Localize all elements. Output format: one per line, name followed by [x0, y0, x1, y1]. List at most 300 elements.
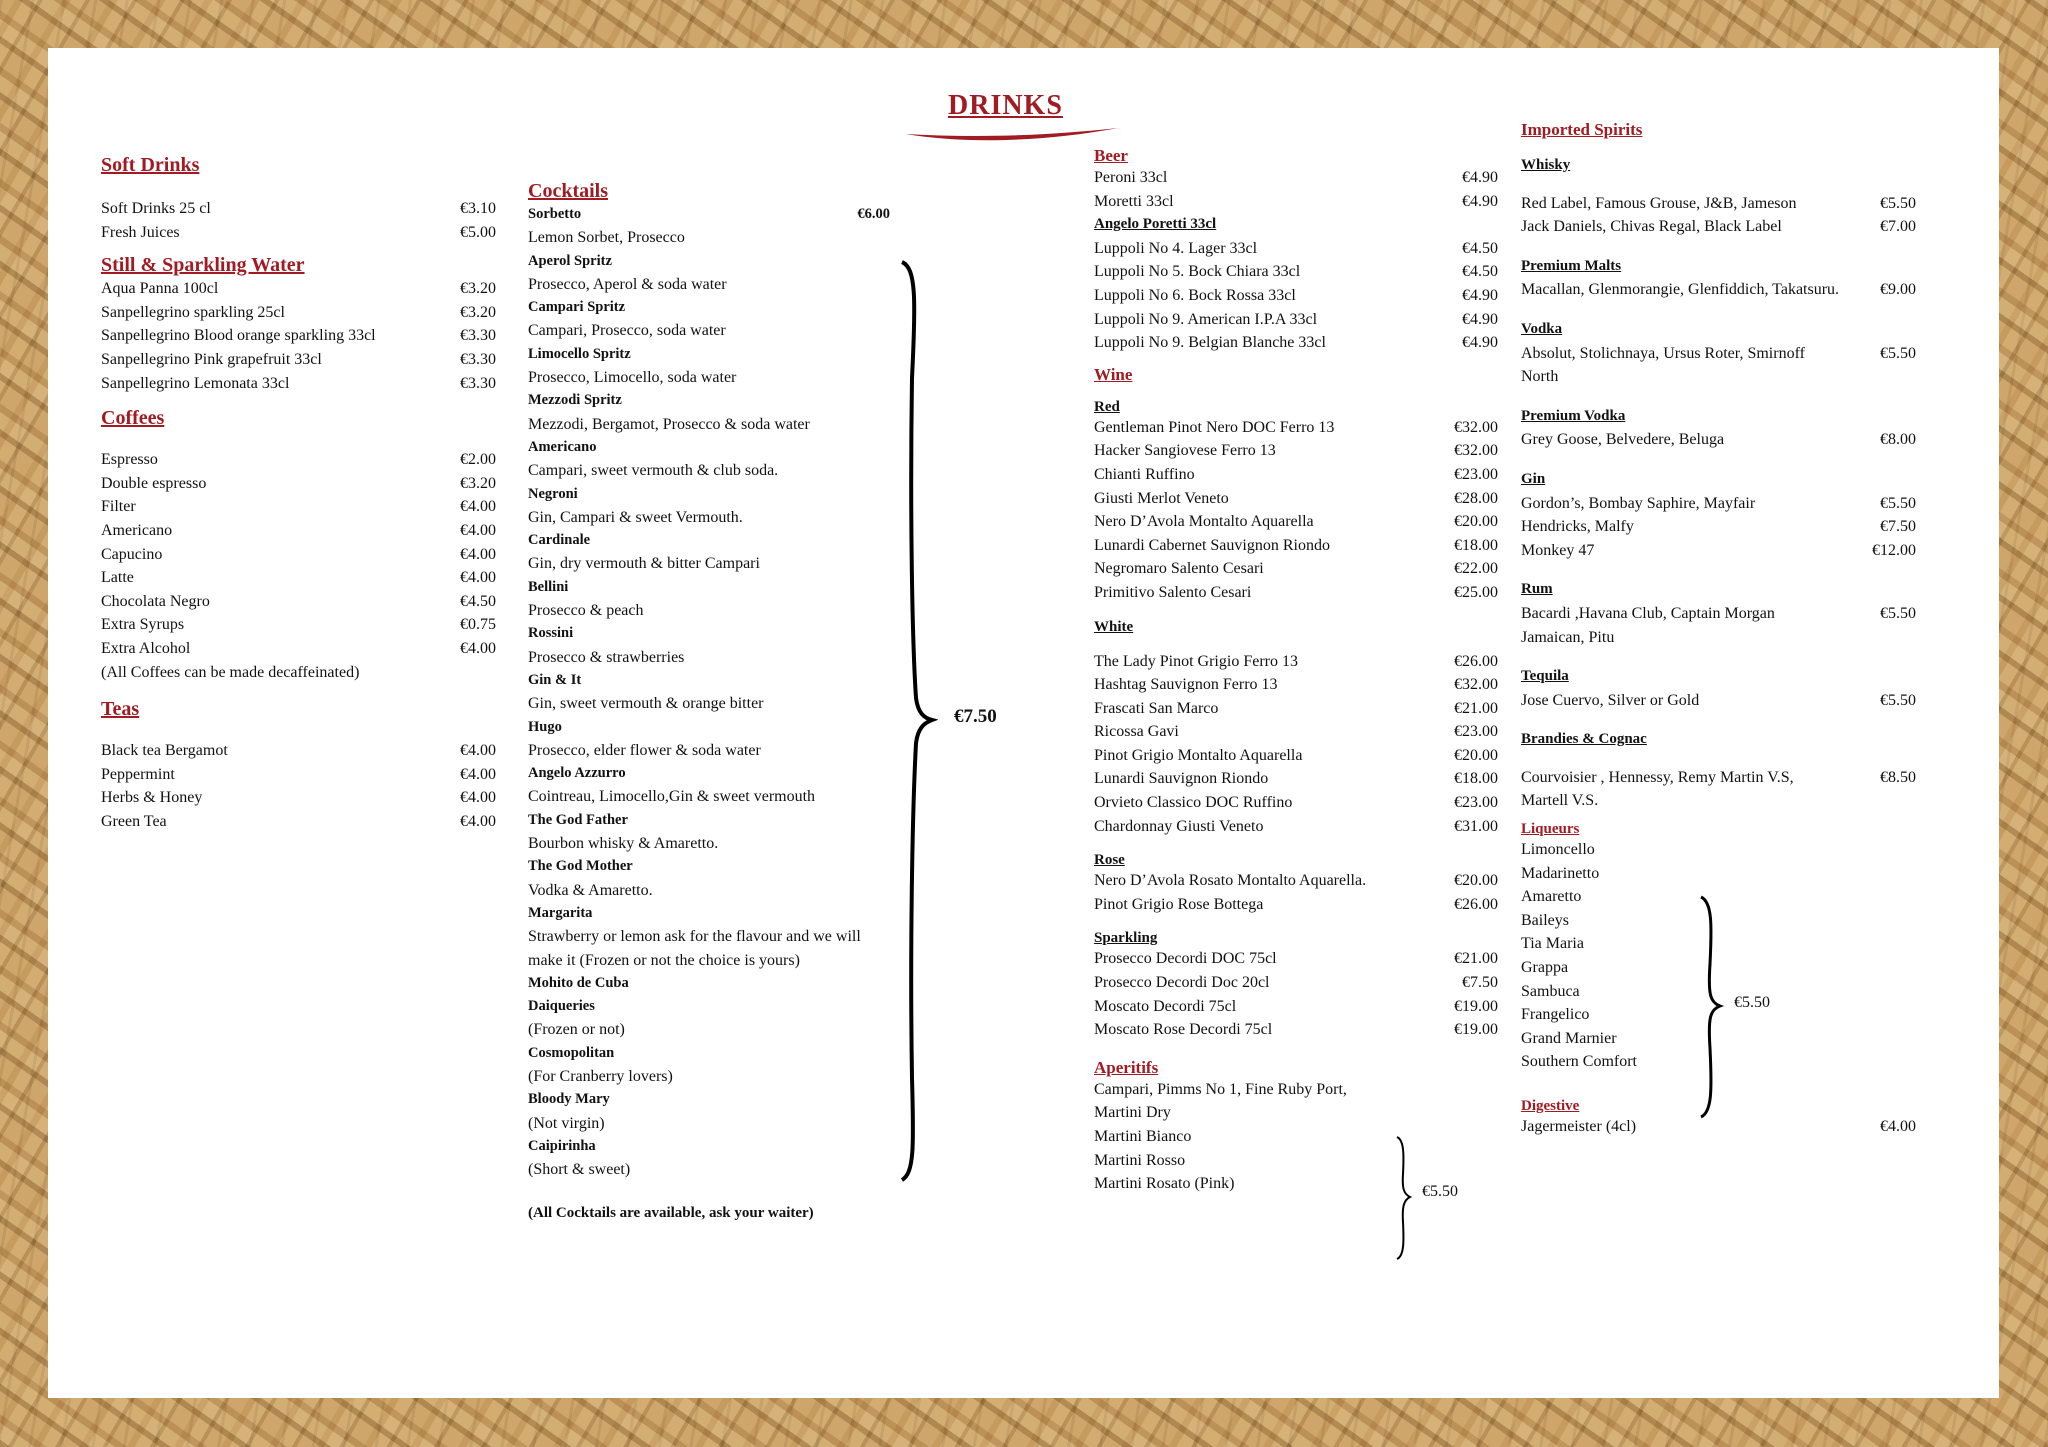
- cocktail-desc: Prosecco & strawberries: [528, 648, 685, 666]
- menu-item: [1094, 416, 1498, 440]
- cocktails-group-price: €7.50: [954, 706, 997, 727]
- menu-item: [101, 810, 496, 834]
- item-name: Black tea Bergamot: [101, 742, 228, 760]
- item-price: €4.00: [460, 812, 496, 830]
- column-3: [1094, 146, 1498, 1196]
- aperitifs-list: [1094, 1078, 1394, 1196]
- menu-item: [1094, 767, 1498, 791]
- menu-item: [101, 786, 496, 810]
- item-name: Sanpellegrino Pink grapefruit 33cl: [101, 350, 322, 368]
- item-name: Jack Daniels, Chivas Regal, Black Label: [1521, 218, 1782, 236]
- item-price: €3.20: [460, 303, 496, 321]
- menu-item: [1094, 995, 1498, 1019]
- item-price: €5.50: [1880, 344, 1916, 362]
- menu-item: [101, 277, 496, 301]
- item-price: €4.00: [460, 569, 496, 587]
- item-price: €4.00: [1880, 1118, 1916, 1135]
- cocktail-name: Hugo: [528, 718, 562, 735]
- coffees-note: (All Coffees can be made decaffeinated): [101, 663, 360, 681]
- menu-item: Martini Dry: [1094, 1104, 1171, 1122]
- menu-item: [101, 301, 496, 325]
- menu-item: [1094, 720, 1498, 744]
- item-price: €3.20: [460, 474, 496, 492]
- menu-item: [1094, 791, 1498, 815]
- menu-item: [1094, 1018, 1498, 1042]
- menu-item: [1094, 439, 1498, 463]
- cocktail-desc: Prosecco, elder flower & soda water: [528, 741, 761, 759]
- item-price: €4.90: [1462, 286, 1498, 304]
- cocktail-name: Rossini: [528, 625, 574, 642]
- item-name: Red Label, Famous Grouse, J&B, Jameson: [1521, 194, 1797, 212]
- item-name: Pinot Grigio Rose Bottega: [1094, 895, 1264, 913]
- item-name: Bacardi ,Havana Club, Captain Morgan Jamaican, Pitu: [1521, 604, 1775, 646]
- item-name: Americano: [101, 521, 173, 539]
- cocktail-desc: Prosecco, Limocello, soda water: [528, 369, 737, 387]
- menu-item: [1521, 766, 1916, 813]
- digestive-heading: Digestive: [1521, 1098, 1580, 1114]
- menu-item: [1094, 947, 1498, 971]
- spirit-category: Rum: [1521, 581, 1553, 598]
- menu-item: Amaretto: [1521, 888, 1582, 906]
- item-price: €3.10: [460, 200, 496, 217]
- beer-subheading: Angelo Poretti 33cl: [1094, 216, 1217, 233]
- item-price: €21.00: [1454, 950, 1498, 968]
- spacer: [1521, 712, 1916, 728]
- wine-rose-label: Rose: [1094, 852, 1125, 869]
- item-name: Luppoli No 5. Bock Chiara 33cl: [1094, 263, 1301, 281]
- menu-item: Martini Rosso: [1094, 1151, 1186, 1169]
- item-price: €7.00: [1880, 218, 1916, 236]
- liqueurs-group-price: €5.50: [1734, 994, 1770, 1011]
- item-name: Green Tea: [101, 812, 167, 830]
- cocktail-desc: Gin, sweet vermouth & orange bitter: [528, 695, 764, 713]
- menu-item: [101, 324, 496, 348]
- item-name: Orvieto Classico DOC Ruffino: [1094, 794, 1293, 812]
- water-heading: Still & Sparkling Water: [101, 254, 305, 277]
- item-price: €23.00: [1454, 794, 1498, 812]
- item-name: Luppoli No 9. Belgian Blanche 33cl: [1094, 334, 1326, 352]
- cocktail-name: The God Father: [528, 811, 628, 828]
- menu-item: [101, 221, 496, 245]
- cocktail-desc: Campari, sweet vermouth & club soda.: [528, 462, 779, 480]
- item-price: €0.75: [460, 616, 496, 634]
- cocktail-desc: (For Cranberry lovers): [528, 1067, 673, 1085]
- menu-item: [1521, 342, 1916, 389]
- menu-item: Madarinetto: [1521, 864, 1600, 882]
- spacer: [1521, 140, 1916, 154]
- item-name: Macallan, Glenmorangie, Glenfiddich, Takatsuru.: [1521, 281, 1840, 299]
- cocktail-name: Sorbetto: [528, 206, 582, 222]
- cocktail-name: Americano: [528, 438, 597, 455]
- menu-item: [1094, 557, 1498, 581]
- spacer: [1521, 239, 1916, 255]
- wine-white-list: [1094, 650, 1498, 839]
- cocktail-desc: Campari, Prosecco, soda water: [528, 322, 726, 340]
- item-name: Primitivo Salento Cesari: [1094, 583, 1252, 601]
- item-name: Ricossa Gavi: [1094, 723, 1179, 741]
- menu-item: [1094, 893, 1498, 917]
- cocktail-name: Limocello Spritz: [528, 345, 631, 362]
- menu-item: [1094, 331, 1498, 355]
- spacer: [1521, 389, 1916, 405]
- spirits-heading: Imported Spirits: [1521, 120, 1643, 139]
- menu-item: [101, 543, 496, 567]
- item-price: €4.90: [1462, 334, 1498, 352]
- teas-list: [101, 739, 496, 833]
- item-name: Luppoli No 9. American I.P.A 33cl: [1094, 310, 1318, 328]
- item-name: Negromaro Salento Cesari: [1094, 560, 1264, 578]
- cocktail-desc: Cointreau, Limocello,Gin & sweet vermouth: [528, 788, 816, 806]
- item-price: €32.00: [1454, 418, 1498, 436]
- menu-item: Limoncello: [1521, 841, 1595, 859]
- item-price: €23.00: [1454, 465, 1498, 483]
- item-price: €8.00: [1880, 431, 1916, 449]
- item-name: Prosecco Decordi DOC 75cl: [1094, 950, 1277, 968]
- spirit-category: Premium Malts: [1521, 257, 1622, 274]
- cocktail-desc: Vodka & Amaretto.: [528, 881, 653, 899]
- item-name: Moscato Rose Decordi 75cl: [1094, 1021, 1273, 1039]
- spirit-category: Vodka: [1521, 320, 1563, 337]
- menu-item: [101, 372, 496, 396]
- item-price: €4.50: [460, 592, 496, 610]
- item-price: €20.00: [1454, 513, 1498, 531]
- item-price: €5.50: [1880, 494, 1916, 512]
- cocktail-desc: (Frozen or not): [528, 1021, 625, 1039]
- item-name: Giusti Merlot Veneto: [1094, 489, 1229, 507]
- item-name: Lunardi Cabernet Sauvignon Riondo: [1094, 536, 1330, 554]
- menu-item: [1094, 308, 1498, 332]
- menu-item: Campari, Pimms No 1, Fine Ruby Port,: [1094, 1080, 1347, 1098]
- item-price: €4.90: [1462, 192, 1498, 210]
- item-price: €5.00: [460, 223, 496, 241]
- menu-item: [101, 519, 496, 543]
- menu-item: [101, 348, 496, 372]
- item-price: €4.50: [1462, 263, 1498, 281]
- cocktail-desc: (Not virgin): [528, 1114, 605, 1132]
- item-price: €8.50: [1880, 768, 1916, 786]
- menu-item: [101, 763, 496, 787]
- item-name: Luppoli No 4. Lager 33cl: [1094, 239, 1258, 257]
- item-price: €23.00: [1454, 723, 1498, 741]
- item-name: Chardonnay Giusti Veneto: [1094, 817, 1264, 835]
- cocktail-desc: Prosecco & peach: [528, 602, 644, 620]
- menu-item: [1521, 428, 1916, 452]
- item-name: Aqua Panna 100cl: [101, 280, 219, 298]
- item-name: Prosecco Decordi Doc 20cl: [1094, 974, 1270, 992]
- cocktail-name: Angelo Azzurro: [528, 765, 626, 782]
- menu-item: [101, 590, 496, 614]
- beer-heading: Beer: [1094, 146, 1128, 165]
- aperitifs-brace: [1394, 1134, 1416, 1262]
- cocktail-name: Campari Spritz: [528, 299, 626, 316]
- cocktail-desc: Bourbon whisky & Amaretto.: [528, 835, 719, 853]
- item-name: Chianti Ruffino: [1094, 465, 1195, 483]
- item-name: Grey Goose, Belvedere, Beluga: [1521, 431, 1725, 449]
- menu-item: Martini Rosato (Pink): [1094, 1175, 1235, 1193]
- item-name: Absolut, Stolichnaya, Ursus Roter, Smirnoff North: [1521, 344, 1805, 386]
- item-name: Capucino: [101, 545, 163, 563]
- menu-item: [1094, 534, 1498, 558]
- item-name: Fresh Juices: [101, 223, 180, 241]
- menu-item: Frangelico: [1521, 1006, 1590, 1024]
- aperitifs-group-price: €5.50: [1422, 1183, 1458, 1200]
- item-price: €19.00: [1454, 1021, 1498, 1039]
- item-price: €26.00: [1454, 652, 1498, 670]
- menu-item: [101, 197, 496, 221]
- item-price: €3.30: [460, 327, 496, 345]
- item-price: €4.00: [460, 742, 496, 760]
- cocktail-desc: Prosecco, Aperol & soda water: [528, 275, 727, 293]
- menu-item: [1094, 581, 1498, 605]
- cocktail-name: Cosmopolitan: [528, 1044, 615, 1061]
- coffees-list: [101, 448, 496, 660]
- item-price: €9.00: [1880, 281, 1916, 299]
- item-price: €5.50: [1880, 194, 1916, 212]
- item-price: €19.00: [1454, 997, 1498, 1015]
- spirits-list: [1521, 140, 1916, 813]
- spacer: [1521, 178, 1916, 192]
- teas-heading: Teas: [101, 698, 140, 721]
- wine-rose-list: [1094, 869, 1498, 916]
- menu-item: [1094, 237, 1498, 261]
- beer-sub-list: [1094, 237, 1498, 355]
- cocktail-name: Bloody Mary: [528, 1091, 610, 1108]
- wine-heading: Wine: [1094, 364, 1133, 384]
- spacer: [1521, 302, 1916, 318]
- cocktail-name: Bellini: [528, 578, 569, 595]
- cocktail-name: Mohito de Cuba: [528, 974, 629, 991]
- item-price: €20.00: [1454, 746, 1498, 764]
- wine-white-label: White: [1094, 618, 1134, 635]
- menu-item: [101, 637, 496, 661]
- item-price: €31.00: [1454, 817, 1498, 835]
- cocktails-heading: Cocktails: [528, 180, 608, 202]
- item-name: Courvoisier , Hennessy, Remy Martin V.S, Martell V.S.: [1521, 768, 1794, 810]
- cocktail-name: Negroni: [528, 485, 578, 502]
- item-price: €7.50: [1462, 974, 1498, 992]
- item-name: The Lady Pinot Grigio Ferro 13: [1094, 652, 1298, 670]
- water-list: [101, 277, 496, 395]
- item-name: Sanpellegrino sparkling 25cl: [101, 303, 285, 321]
- cocktail-desc: (Short & sweet): [528, 1161, 631, 1179]
- spirit-category: Whisky: [1521, 157, 1571, 173]
- menu-item: [1521, 278, 1916, 302]
- item-price: €32.00: [1454, 676, 1498, 694]
- spirit-category: Premium Vodka: [1521, 407, 1626, 424]
- item-price: €4.00: [460, 639, 496, 657]
- item-price: €4.90: [1462, 169, 1498, 186]
- cocktails-note: (All Cocktails are available, ask your waiter): [528, 1205, 814, 1222]
- item-price: €4.00: [460, 545, 496, 563]
- cocktail-desc: Gin, dry vermouth & bitter Campari: [528, 555, 760, 573]
- menu-item: [1094, 673, 1498, 697]
- menu-item: [1094, 166, 1498, 190]
- item-name: Moscato Decordi 75cl: [1094, 997, 1237, 1015]
- item-price: €3.20: [460, 280, 496, 298]
- menu-item: [1521, 689, 1916, 713]
- item-price: €12.00: [1872, 541, 1916, 559]
- item-name: Hashtag Sauvignon Ferro 13: [1094, 676, 1278, 694]
- menu-item: [1094, 650, 1498, 674]
- aperitifs-heading: Aperitifs: [1094, 1057, 1159, 1077]
- cocktail-name: Daiqueries: [528, 998, 595, 1015]
- item-name: Lunardi Sauvignon Riondo: [1094, 770, 1269, 788]
- menu-item: [101, 495, 496, 519]
- item-price: €4.00: [460, 789, 496, 807]
- item-price: €25.00: [1454, 583, 1498, 601]
- cocktail-price: €6.00: [857, 206, 890, 222]
- menu-item: Grappa: [1521, 959, 1569, 977]
- item-name: Extra Alcohol: [101, 639, 191, 657]
- cocktail-name: Mezzodi Spritz: [528, 392, 622, 409]
- soft-drinks-list: [101, 197, 496, 244]
- menu-item: [1094, 463, 1498, 487]
- item-name: Jose Cuervo, Silver or Gold: [1521, 691, 1700, 709]
- wine-sparkling-label: Sparkling: [1094, 930, 1158, 947]
- item-name: Peroni 33cl: [1094, 169, 1168, 186]
- wine-sparkling-list: [1094, 947, 1498, 1041]
- menu-item: [1094, 190, 1498, 214]
- item-name: Soft Drinks 25 cl: [101, 200, 211, 217]
- item-price: €26.00: [1454, 895, 1498, 913]
- item-name: Moretti 33cl: [1094, 192, 1174, 210]
- item-name: Frascati San Marco: [1094, 699, 1219, 717]
- column-1: [101, 154, 496, 833]
- menu-item: [1094, 697, 1498, 721]
- item-name: Latte: [101, 569, 134, 587]
- menu-item: [1094, 260, 1498, 284]
- cocktail-desc: Strawberry or lemon ask for the flavour and we will make it (Frozen or not the choice is yours): [528, 928, 861, 969]
- item-price: €7.50: [1880, 518, 1916, 536]
- menu-title: DRINKS: [948, 90, 1063, 121]
- menu-item: [101, 448, 496, 472]
- spacer: [1521, 562, 1916, 578]
- menu-item: [101, 472, 496, 496]
- menu-item: Baileys: [1521, 911, 1569, 929]
- item-price: €28.00: [1454, 489, 1498, 507]
- item-name: Pinot Grigio Montalto Aquarella: [1094, 746, 1303, 764]
- title-swoosh: [904, 124, 1120, 146]
- liqueurs-brace: [1698, 894, 1726, 1120]
- item-name: Double espresso: [101, 474, 207, 492]
- spirit-category: Tequila: [1521, 668, 1569, 685]
- item-name: Sanpellegrino Blood orange sparkling 33cl: [101, 327, 376, 345]
- spirit-category: Gin: [1521, 470, 1546, 487]
- cocktails-brace: [898, 258, 938, 1184]
- spacer: [1521, 752, 1916, 766]
- menu-item: [1521, 539, 1916, 563]
- menu-item: [1094, 284, 1498, 308]
- menu-item: [1094, 487, 1498, 511]
- menu-item: [1521, 192, 1916, 216]
- liqueurs-heading: Liqueurs: [1521, 821, 1580, 838]
- cocktail-name: Aperol Spritz: [528, 252, 612, 269]
- cocktail-desc: Gin, Campari & sweet Vermouth.: [528, 508, 743, 526]
- item-price: €18.00: [1454, 536, 1498, 554]
- item-name: Gordon’s, Bombay Saphire, Mayfair: [1521, 494, 1756, 512]
- item-name: Chocolata Negro: [101, 592, 210, 610]
- item-name: Monkey 47: [1521, 541, 1595, 559]
- cocktail-name: Margarita: [528, 904, 593, 921]
- item-name: Gentleman Pinot Nero DOC Ferro 13: [1094, 418, 1335, 436]
- menu-item: Southern Comfort: [1521, 1053, 1637, 1071]
- item-name: Filter: [101, 498, 136, 516]
- item-name: Espresso: [101, 451, 158, 469]
- item-price: €2.00: [460, 451, 496, 469]
- cocktails-list: [528, 250, 873, 1182]
- item-name: Hacker Sangiovese Ferro 13: [1094, 442, 1276, 460]
- spacer: [1521, 452, 1916, 468]
- item-price: €22.00: [1454, 560, 1498, 578]
- item-price: €4.90: [1462, 310, 1498, 328]
- menu-item: Sambuca: [1521, 982, 1580, 1000]
- item-price: €4.00: [460, 498, 496, 516]
- spirit-category: Brandies & Cognac: [1521, 731, 1647, 748]
- menu-item: Martini Bianco: [1094, 1128, 1192, 1145]
- cocktail-name: Gin & It: [528, 671, 582, 688]
- soft-drinks-heading: Soft Drinks: [101, 154, 200, 176]
- item-name: Nero D’Avola Rosato Montalto Aquarella.: [1094, 872, 1367, 890]
- item-name: Sanpellegrino Lemonata 33cl: [101, 374, 290, 392]
- menu-item: [1521, 515, 1916, 539]
- cocktail-desc: Mezzodi, Bergamot, Prosecco & soda water: [528, 415, 810, 433]
- item-name: Jagermeister (4cl): [1521, 1118, 1637, 1135]
- menu-item: [1094, 744, 1498, 768]
- menu-item: [1094, 869, 1498, 893]
- menu-item: Tia Maria: [1521, 935, 1584, 953]
- item-name: Hendricks, Malfy: [1521, 518, 1634, 536]
- cocktail-desc: Lemon Sorbet, Prosecco: [528, 229, 685, 247]
- item-name: Luppoli No 6. Bock Rossa 33cl: [1094, 286, 1296, 304]
- cocktail-name: Caipirinha: [528, 1137, 596, 1154]
- item-price: €3.30: [460, 374, 496, 392]
- cocktail-first: [528, 203, 890, 226]
- menu-item: [101, 739, 496, 763]
- item-name: Peppermint: [101, 765, 175, 783]
- wine-red-label: Red: [1094, 398, 1120, 415]
- menu-item: [1521, 602, 1916, 649]
- cocktail-name: The God Mother: [528, 858, 633, 875]
- item-name: Extra Syrups: [101, 616, 185, 634]
- item-price: €32.00: [1454, 442, 1498, 460]
- menu-item: [1521, 492, 1916, 516]
- cocktail-name: Cardinale: [528, 532, 591, 549]
- item-price: €4.50: [1462, 239, 1498, 257]
- item-price: €5.50: [1880, 604, 1916, 622]
- item-price: €4.00: [460, 765, 496, 783]
- item-price: €21.00: [1454, 699, 1498, 717]
- spacer: [1521, 649, 1916, 665]
- menu-item: [1521, 215, 1916, 239]
- menu-item: [1094, 815, 1498, 839]
- menu-item: [101, 613, 496, 637]
- item-price: €20.00: [1454, 872, 1498, 890]
- beer-list: [1094, 166, 1498, 213]
- item-price: €4.00: [460, 521, 496, 539]
- item-price: €5.50: [1880, 691, 1916, 709]
- menu-item: [1094, 510, 1498, 534]
- item-name: Nero D’Avola Montalto Aquarella: [1094, 513, 1314, 531]
- menu-item: Grand Marnier: [1521, 1029, 1617, 1047]
- coffees-heading: Coffees: [101, 407, 165, 430]
- item-price: €3.30: [460, 350, 496, 368]
- menu-item: [1094, 971, 1498, 995]
- column-2: [528, 180, 890, 1222]
- item-price: €18.00: [1454, 770, 1498, 788]
- wine-red-list: [1094, 416, 1498, 605]
- menu-item: [101, 566, 496, 590]
- item-name: Herbs & Honey: [101, 789, 203, 807]
